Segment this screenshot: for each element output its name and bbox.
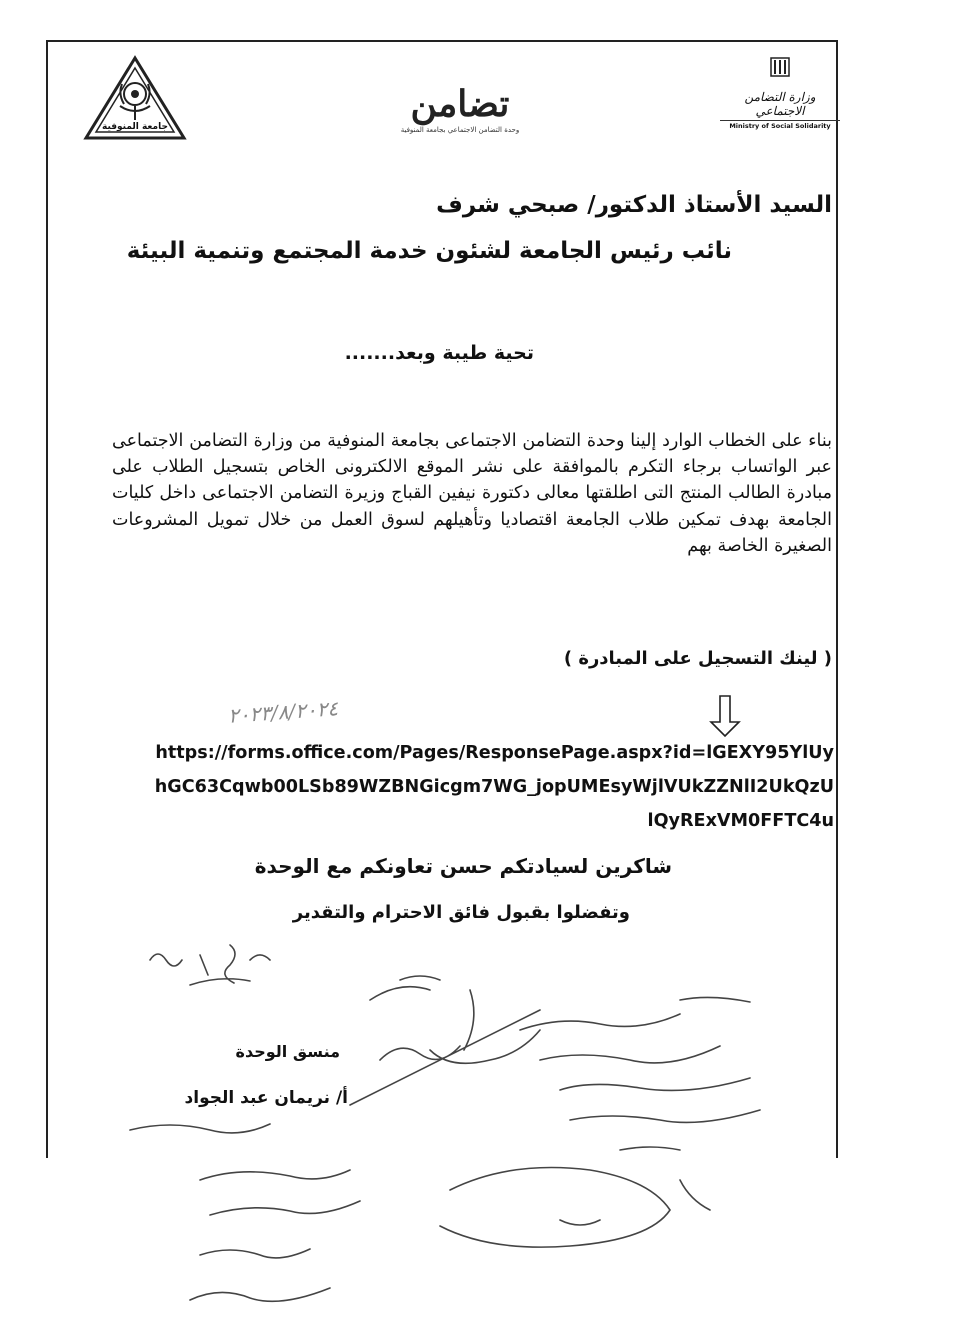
ministry-logo [720, 54, 840, 144]
handwritten-signature-bottom [440, 1168, 710, 1248]
signature-title: منسق الوحدة [235, 1042, 340, 1061]
closing-line: وتفضلوا بقبول فائق الاحترام والتقدير [292, 902, 630, 923]
university-logo [80, 54, 190, 146]
ministry-name-ar: وزارة التضامن الاجتماعي [744, 90, 816, 118]
tadamon-logo-subtitle: وحدة التضامن الاجتماعي بجامعة المنوفية [400, 126, 520, 134]
menoufia-university-seal-icon [80, 54, 190, 146]
addressee-name: السيد الأستاذ الدكتور/ صبحي شرف [436, 192, 832, 218]
link-label: ( لينك التسجيل على المبادرة ) [563, 648, 832, 669]
egypt-eagle-emblem-icon [765, 54, 795, 82]
greeting: تحية طيبة وبعد....... [344, 342, 534, 364]
university-logo-text: جامعة المنوفية [102, 122, 168, 132]
thanks-line: شاكرين لسيادتكم حسن تعاونكم مع الوحدة [254, 854, 672, 878]
signature-name: أ/ نريمان عبد الجواد [184, 1088, 348, 1108]
tadamon-logo-word: تضامن [410, 83, 510, 125]
addressee-title: نائب رئيس الجامعة لشئون خدمة المجتمع وتنمية البيئة [126, 238, 732, 264]
letterhead [70, 54, 830, 164]
ministry-name-en: Ministry of Social Solidarity [720, 120, 840, 130]
registration-link[interactable]: https://forms.office.com/Pages/ResponsePage.aspx?id=lGEXY95YlUyhGC63Cqwb00LSb89WZBNGicgm7WG_jopUMEsyWjlVUkZZNlI2UkQzUlQyRExVM0FFTC4u [154, 743, 834, 831]
letter-body: بناء على الخطاب الوارد إلينا وحدة التضامن الاجتماعى بجامعة المنوفية من وزارة التضامن الاجتماعى عبر الواتساب برجاء التكرم بالموافقة على نشر الموقع الالكترونى الخاص بتسجيل الطلاب على مبادرة الطالب المنتج التى اطلقتها معالى دكتورة نيفين القباج وزيرة التضامن الاجتماعى داخل كليات الجامعة بهدف تمكين طلاب الجامعة اقتصاديا وتأهيلهم لسوق العمل من خلال تمويل المشروعات الصغيرة الخاصة بهم [112, 431, 832, 556]
tadamon-logo [390, 84, 530, 154]
handwritten-date-stamp: ٢٠٢٣/٨/٢٠٢٤ [227, 696, 339, 728]
down-arrow-icon [708, 694, 742, 738]
